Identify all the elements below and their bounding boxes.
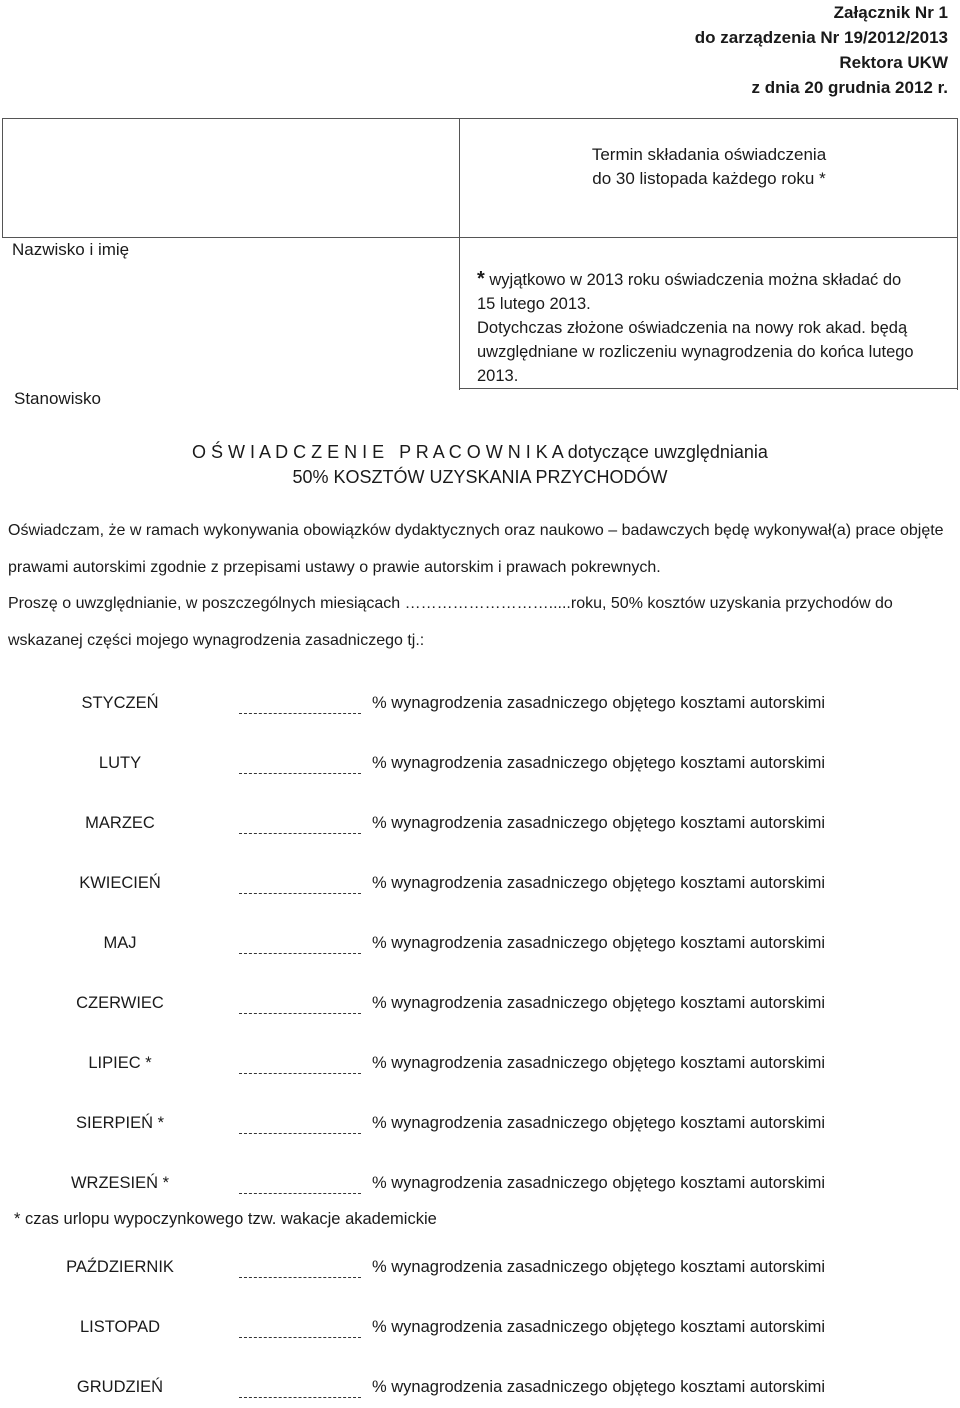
month-label: STYCZEŃ [81, 694, 159, 712]
month-row [0, 814, 960, 844]
month-label: KWIECIEŃ [79, 874, 161, 892]
month-row [0, 1114, 960, 1144]
statement-paragraph-2: Proszę o uwzględnianie, w poszczególnych miesiącach ……………………….....roku, 50% kosztów uzyskania przychodów do wskazanej części mojego wynagrodzenia zasadniczego tj.: [8, 595, 893, 649]
month-label: LUTY [98, 754, 142, 772]
month-label: MAJ [103, 934, 137, 952]
percent-blank[interactable] [239, 1397, 361, 1398]
title-line-2: 50% KOSZTÓW UZYSKANIA PRZYCHODÓW [292, 467, 668, 487]
deadline-line-2: do 30 listopada każdego roku * [592, 169, 826, 188]
row-description: % wynagrodzenia zasadniczego objętego kosztami autorskimi [372, 1258, 826, 1276]
month-row [0, 1054, 960, 1084]
document-header [695, 0, 948, 100]
title-line-1: O Ś W I A D C Z E N I E P R A C O W N I K A dotyczące uwzględniania [192, 442, 768, 462]
statement-body [8, 513, 958, 659]
month-row [0, 1258, 960, 1288]
frame-divider [2, 237, 958, 238]
note-line-1: wyjątkowo w 2013 roku oświadczenia można składać do [484, 271, 902, 289]
month-label: LIPIEC * [88, 1054, 152, 1072]
month-row [0, 694, 960, 724]
note-star: * [477, 268, 485, 290]
month-row [0, 934, 960, 964]
percent-blank[interactable] [239, 893, 361, 894]
percent-blank[interactable] [239, 1337, 361, 1338]
deadline-box [460, 143, 958, 191]
month-label: MARZEC [85, 814, 155, 832]
footnote: * czas urlopu wypoczynkowego tzw. wakacje akademickie [14, 1210, 437, 1228]
row-description: % wynagrodzenia zasadniczego objętego kosztami autorskimi [372, 874, 826, 892]
month-label: SIERPIEŃ * [75, 1114, 165, 1132]
row-description: % wynagrodzenia zasadniczego objętego kosztami autorskimi [372, 1114, 826, 1132]
row-description: % wynagrodzenia zasadniczego objętego kosztami autorskimi [372, 814, 826, 832]
percent-blank[interactable] [239, 1193, 361, 1194]
deadline-line-1: Termin składania oświadczenia [591, 145, 827, 164]
percent-blank[interactable] [239, 1133, 361, 1134]
percent-blank[interactable] [239, 713, 361, 714]
statement-paragraph-1: Oświadczam, że w ramach wykonywania obowiązków dydaktycznych oraz naukowo – badawczych będę wykonywał(a) prace objęte prawami autorskimi zgodnie z przepisami ustawy o prawie autorskim i prawach pokrewnych. [8, 522, 944, 576]
percent-blank[interactable] [239, 953, 361, 954]
name-field-label: Nazwisko i imię [12, 240, 130, 259]
frame-top-left [2, 118, 460, 238]
month-label: GRUDZIEŃ [76, 1378, 164, 1396]
note-line-2: 15 lutego 2013. [477, 295, 591, 313]
percent-blank[interactable] [239, 773, 361, 774]
month-label: PAŹDZIERNIK [66, 1258, 174, 1276]
month-row [0, 754, 960, 784]
month-row [0, 874, 960, 904]
month-row [0, 1174, 960, 1204]
month-row [0, 1318, 960, 1348]
percent-blank[interactable] [239, 1073, 361, 1074]
header-line-2: do zarządzenia Nr 19/2012/2013 [694, 28, 948, 47]
month-row [0, 994, 960, 1024]
month-label: CZERWIEC [76, 994, 164, 1012]
percent-blank[interactable] [239, 833, 361, 834]
header-line-4: z dnia 20 grudnia 2012 r. [751, 78, 948, 97]
row-description: % wynagrodzenia zasadniczego objętego kosztami autorskimi [372, 1318, 826, 1336]
row-description: % wynagrodzenia zasadniczego objętego kosztami autorskimi [372, 994, 826, 1012]
row-description: % wynagrodzenia zasadniczego objętego kosztami autorskimi [372, 1174, 826, 1192]
frame-bottom-border [459, 388, 958, 389]
month-label: WRZESIEŃ * [70, 1174, 170, 1192]
header-line-3: Rektora UKW [839, 53, 948, 72]
row-description: % wynagrodzenia zasadniczego objętego kosztami autorskimi [372, 1378, 826, 1396]
statement-title [0, 440, 960, 490]
note-line-3: Dotychczas złożone oświadczenia na nowy rok akad. będą uwzględniane w rozliczeniu wynagrodzenia do końca lutego 2013. [477, 319, 914, 385]
exception-note [477, 267, 947, 388]
row-description: % wynagrodzenia zasadniczego objętego kosztami autorskimi [372, 1054, 826, 1072]
percent-blank[interactable] [239, 1277, 361, 1278]
row-description: % wynagrodzenia zasadniczego objętego kosztami autorskimi [372, 694, 826, 712]
row-description: % wynagrodzenia zasadniczego objętego kosztami autorskimi [372, 934, 826, 952]
month-label: LISTOPAD [79, 1318, 161, 1336]
percent-blank[interactable] [239, 1013, 361, 1014]
row-description: % wynagrodzenia zasadniczego objętego kosztami autorskimi [372, 754, 826, 772]
month-row [0, 1378, 960, 1408]
position-field-label: Stanowisko [14, 389, 101, 408]
header-line-1: Załącznik Nr 1 [833, 3, 948, 22]
